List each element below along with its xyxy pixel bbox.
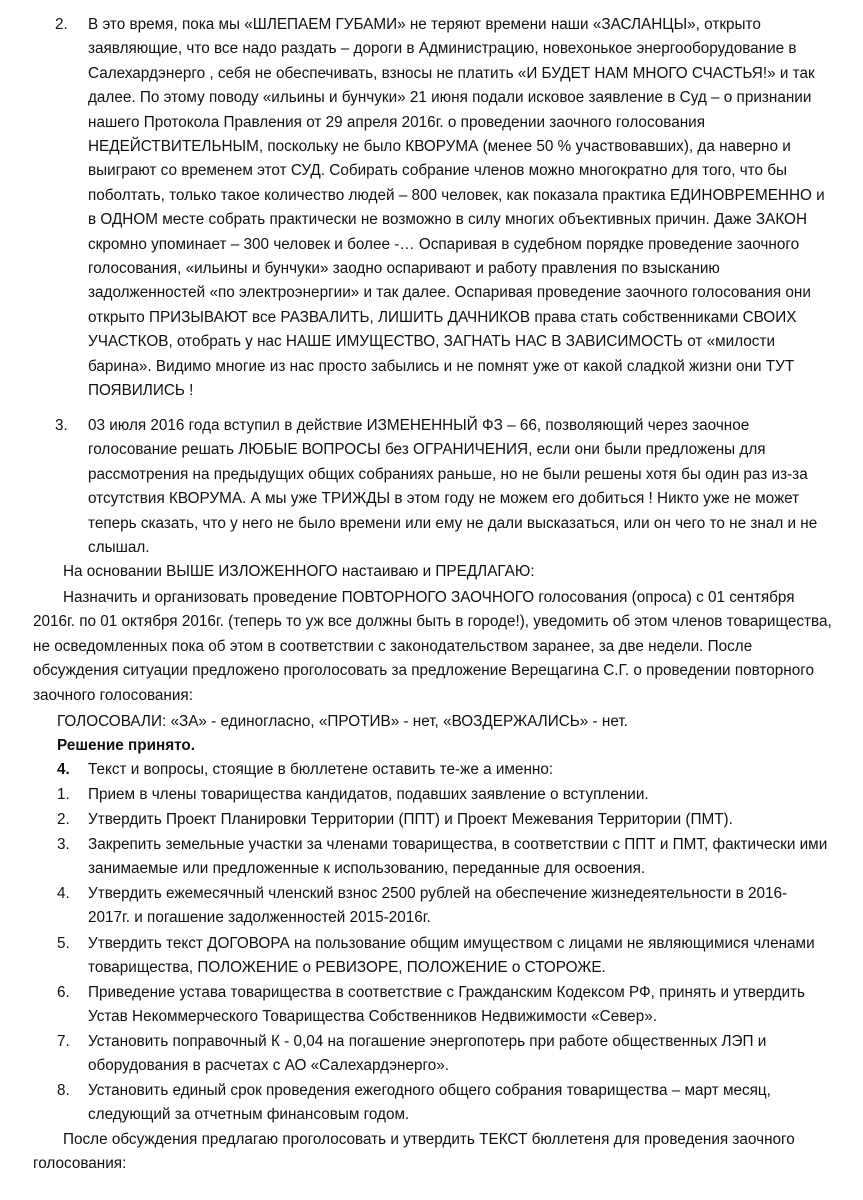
item-number: 3.: [57, 836, 70, 853]
item-number: 1.: [57, 786, 70, 803]
item-text: Установить поправочный К - 0,04 на погашение энергопотерь при работе общественных ЛЭП и оборудования в расчетах с АО «Салехардэнерго».: [88, 1033, 767, 1075]
item-number: 4.: [57, 761, 70, 778]
item-number: 2.: [55, 16, 68, 33]
item-text: Текст и вопросы, стоящие в бюллетене оставить те-же а именно:: [88, 761, 554, 778]
item-text: Утвердить текст ДОГОВОРА на пользование общим имуществом с лицами не являющимися членами товарищества, ПОЛОЖЕНИЕ о РЕВИЗОРЕ, ПОЛОЖЕНИЕ о СТОРОЖЕ.: [88, 935, 815, 977]
item-text: Утвердить ежемесячный членский взнос 2500 рублей на обеспечение жизнедеятельности в 2016-2017г. и погашение задолженностей 2015-2016г.: [88, 885, 788, 927]
item-number: 2.: [57, 811, 70, 828]
item-text: Прием в члены товарищества кандидатов, подавших заявление о вступлении.: [88, 786, 649, 803]
item-text: Приведение устава товарищества в соответствие с Гражданским Кодексом РФ, принять и утвердить Устав Некоммерческого Товарищества Собственников Недвижимости «Север».: [88, 984, 805, 1026]
item-text: 03 июля 2016 года вступил в действие ИЗМЕНЕННЫЙ ФЗ – 66, позволяющий через заочное голосование решать ЛЮБЫЕ ВОПРОСЫ без ОГРАНИЧЕНИЯ, если они были предложены для рассмотрения на предыдущих общих собраниях раньше, но не были решены хотя бы один раз из-за отсутствия КВОРУМА. А мы уже ТРИЖДЫ в этом году не можем его добиться ! Никто уже не может теперь сказать, что у него не было времени или ему не дали высказаться, или он чего то не знал и не слышал.: [88, 417, 818, 557]
item-number: 3.: [55, 417, 68, 434]
item-number: 7.: [57, 1033, 70, 1050]
item-text: Установить единый срок проведения ежегодного общего собрания товарищества – март месяц, следующий за отчетным финансовым годом.: [88, 1082, 771, 1124]
item-number: 4.: [57, 885, 70, 902]
item-number: 5.: [57, 935, 70, 952]
vote-result: ГОЛОСОВАЛИ: «ЗА» - единогласно, «ПРОТИВ» - нет, «ВОЗДЕРЖАЛИСЬ» - нет.: [57, 713, 628, 730]
closing-paragraph: После обсуждения предлагаю проголосовать и утвердить ТЕКСТ бюллетеня для проведения заочного голосования:: [33, 1131, 795, 1173]
item-number: 6.: [57, 984, 70, 1001]
item-text: В это время, пока мы «ШЛЕПАЕМ ГУБАМИ» не теряют времени наши «ЗАСЛАНЦЫ», открыто заявляющие, что все надо раздать – дороги в Администрацию, новехонькое энергооборудование в Салехардэнерго , себя не обеспечивать, взносы не платить «И БУДЕТ НАМ МНОГО СЧАСТЬЯ!» и так далее. По этому поводу «ильины и бунчуки» 21 июня подали исковое заявление в Суд – о признании нашего Протокола Правления от 29 апреля 2016г. о проведении заочного голосования НЕДЕЙСТВИТЕЛЬНЫМ, поскольку не было КВОРУМА (менее 50 % участвовавших), да наверно и выиграют со временем этот СУД. Собирать собрание членов можно многократно для того, что бы поболтать, только такое количество людей – 800 человек, как показала практика ЕДИНОВРЕМЕННО и в ОДНОМ месте собрать практически не возможно в силу многих объективных причин. Даже ЗАКОН скромно упоминает – 300 человек и более -… Оспаривая в судебном порядке проведение заочного голосования, «ильины и бунчуки» заодно оспаривают и работу правления по взысканию задолженностей «по электроэнергии» и так далее. Оспаривая проведение заочного голосования они открыто ПРИЗЫВАЮТ все РАЗВАЛИТЬ, ЛИШИТЬ ДАЧНИКОВ права стать собственниками СВОИХ УЧАСТКОВ, отобрать у нас НАШЕ ИМУЩЕСТВО, ЗАГНАТЬ НАС В ЗАВИСИМОСТЬ от «милости барина». Видимо многие из нас просто забылись и не помнят уже от какой сладкой жизни они ТУТ ПОЯВИЛИСЬ !: [88, 16, 825, 400]
basis-paragraph: На основании ВЫШЕ ИЗЛОЖЕННОГО настаиваю и ПРЕДЛАГАЮ:: [63, 563, 535, 580]
proposal-paragraph: Назначить и организовать проведение ПОВТОРНОГО ЗАОЧНОГО голосования (опроса) с 01 сентября 2016г. по 01 октября 2016г. (теперь то уж все должны быть в городе!), уведомить об этом членов товарищества, не осведомленных пока об этом в соответствии с законодательством заранее, за две недели. После обсуждения ситуации предложено проголосовать за предложение Верещагина С.Г. о проведении повторного заочного голосования:: [33, 589, 832, 704]
item-text: Закрепить земельные участки за членами товарищества, в соответствии с ППТ и ПМТ, фактически ими занимаемые или предложенные к использованию, переданные для освоения.: [88, 836, 828, 878]
item-text: Утвердить Проект Планировки Территории (ППТ) и Проект Межевания Территории (ПМТ).: [88, 811, 733, 828]
decision-text: Решение принято.: [57, 737, 196, 754]
item-number: 8.: [57, 1082, 70, 1099]
